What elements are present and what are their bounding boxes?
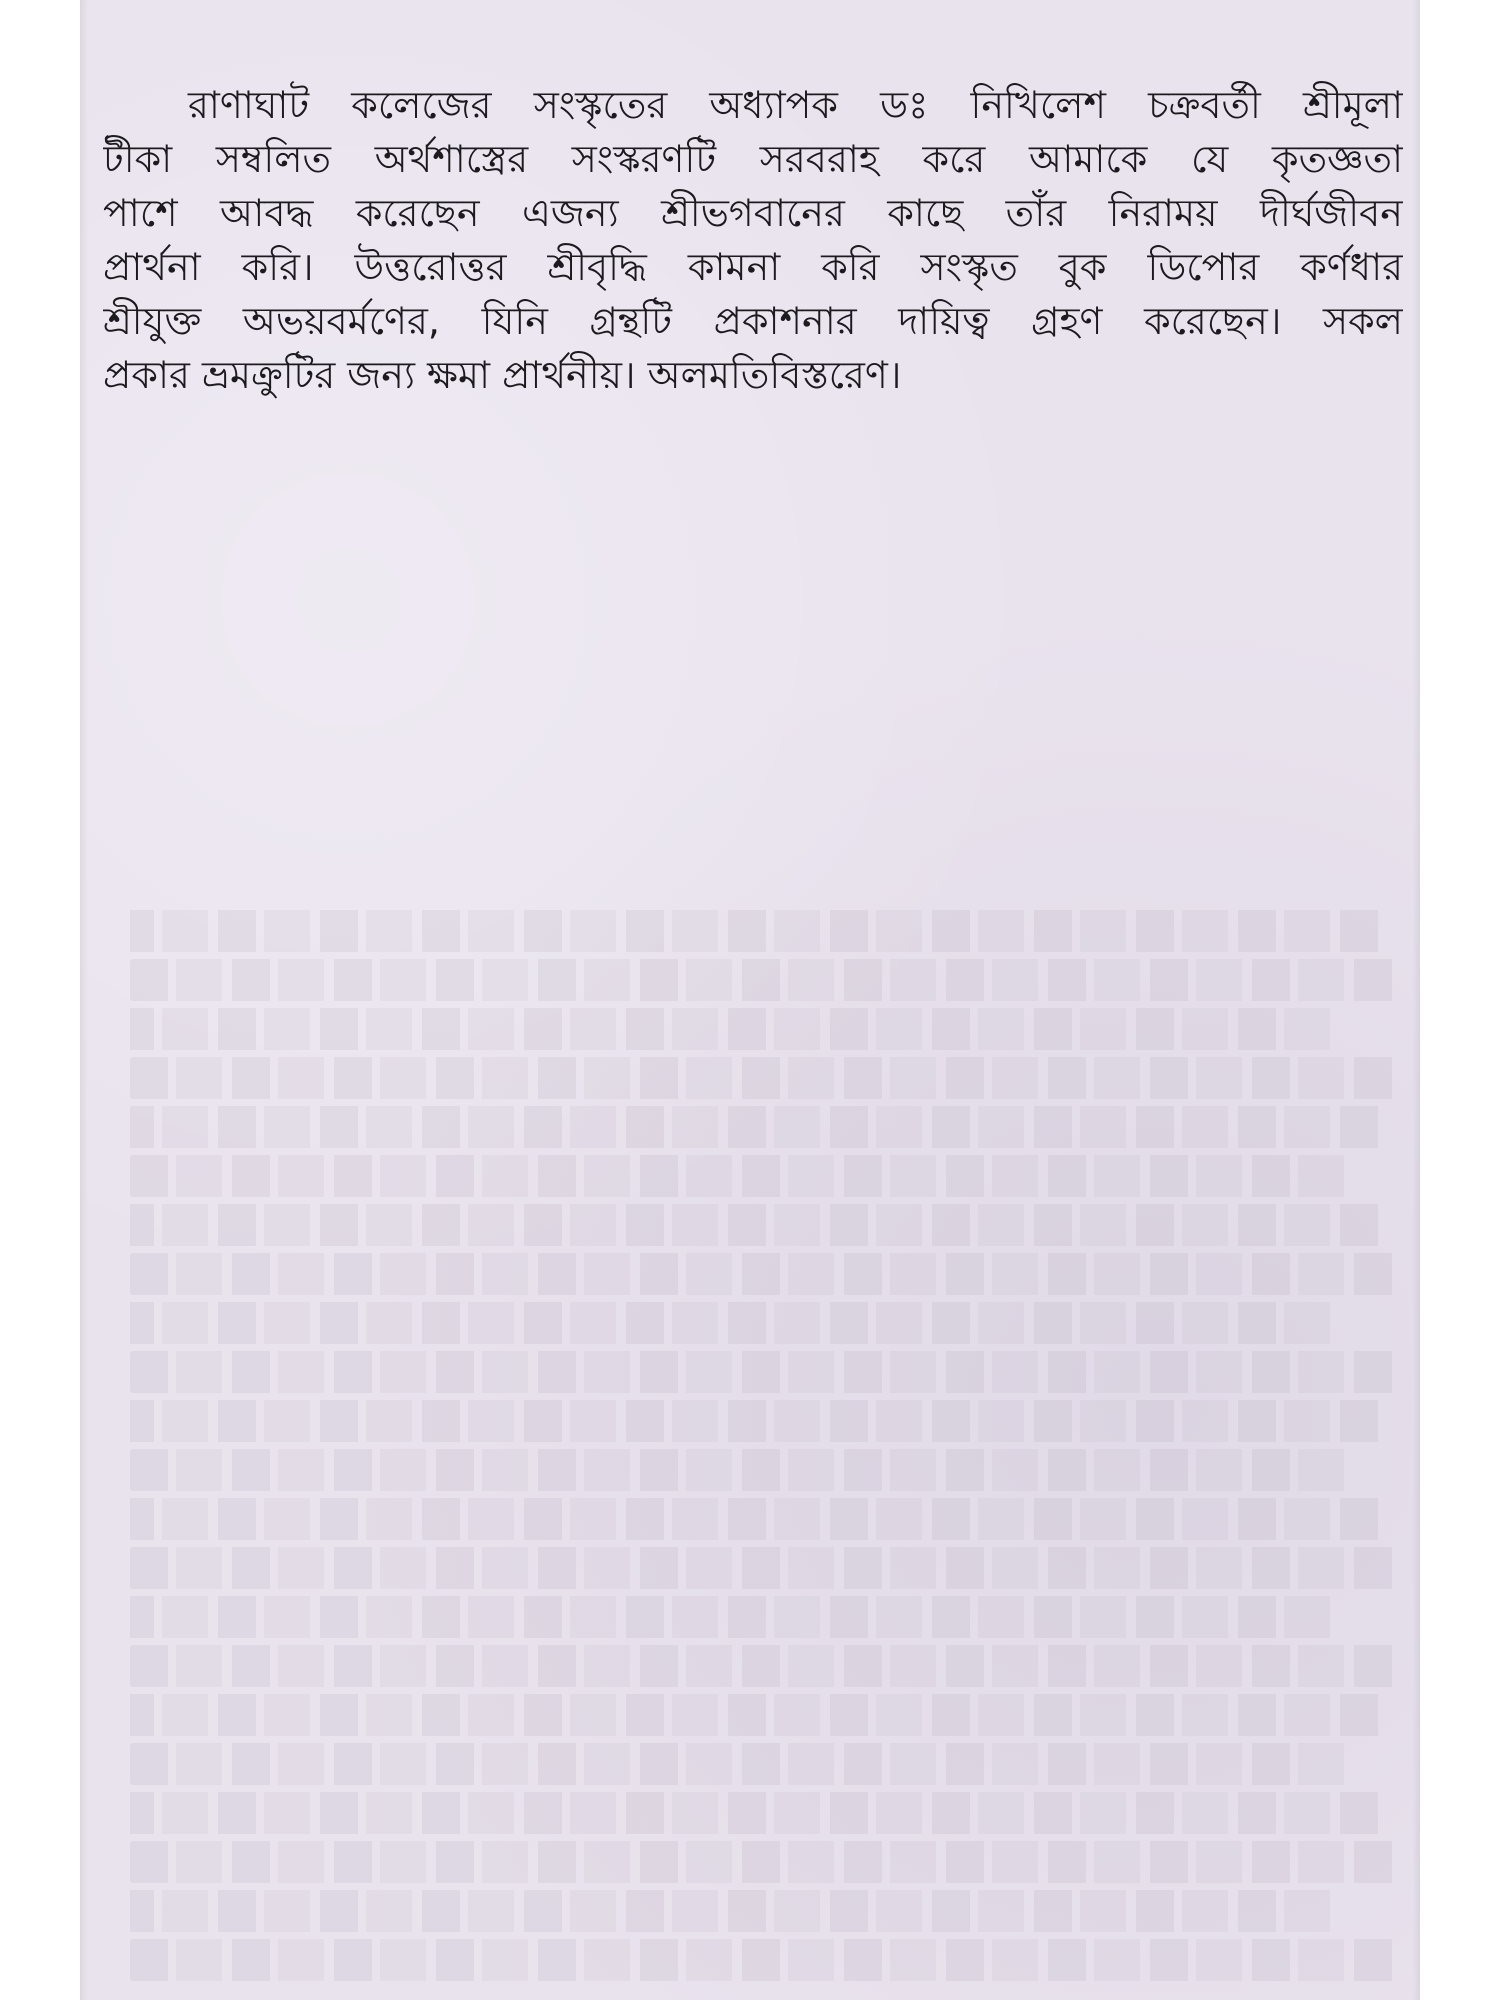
show-through-text-texture <box>130 910 1400 1990</box>
page-right-edge-shadow <box>1412 0 1420 2000</box>
paragraph-line-2: টীকা সম্বলিত অর্থশাস্ত্রের সংস্করণটি সরবরাহ করে আমাকে যে কৃতজ্ঞতা <box>103 137 1403 181</box>
paragraph-line-1: রাণাঘাট কলেজের সংস্কৃতের অধ্যাপক ডঃ নিখিলেশ চক্রবর্তী শ্রীমূলা <box>188 83 1403 127</box>
paragraph-line-4: প্রার্থনা করি। উত্তরোত্তর শ্রীবৃদ্ধি কামনা করি সংস্কৃত বুক ডিপোর কর্ণধার <box>103 245 1403 289</box>
paragraph-line-5: শ্রীযুক্ত অভয়বর্মণের, যিনি গ্রন্থটি প্রকাশনার দায়িত্ব গ্রহণ করেছেন। সকল <box>103 299 1403 343</box>
paragraph-line-6: প্রকার ভ্রমক্রুটির জন্য ক্ষমা প্রার্থনীয়। অলমতিবিস্তরেণ। <box>103 353 902 397</box>
paragraph-line-3: পাশে আবদ্ধ করেছেন এজন্য শ্রীভগবানের কাছে তাঁর নিরাময় দীর্ঘজীবন <box>103 191 1403 235</box>
page-left-edge-shadow <box>80 0 88 2000</box>
acknowledgement-paragraph <box>103 78 1403 402</box>
